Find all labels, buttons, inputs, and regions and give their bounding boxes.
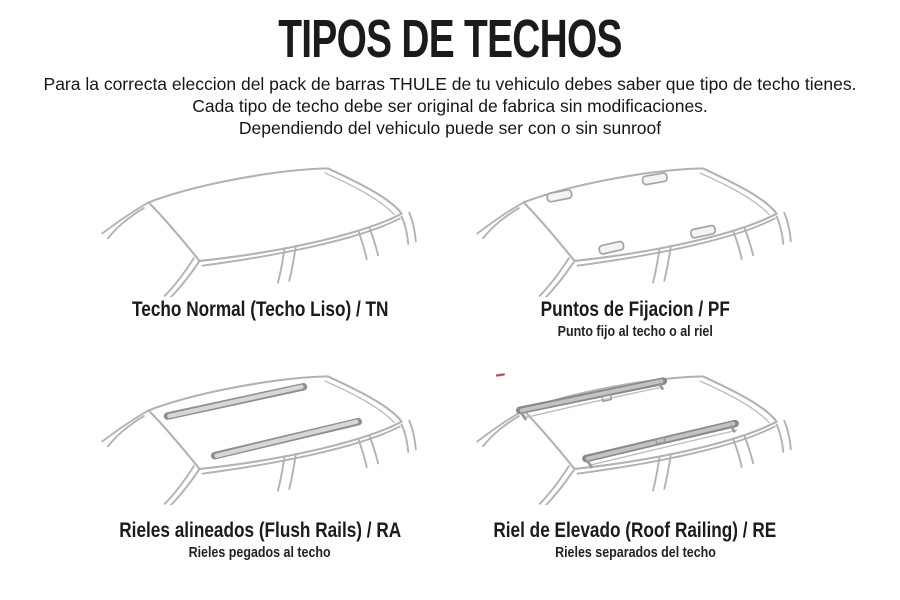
raised-rails-roof-illustration [465, 363, 805, 505]
intro-line-1: Para la correcta eleccion del pack de barras THULE de tu vehiculo debes saber que tipo de techo tienes. [43, 74, 857, 94]
roof-type-sublabel-ra: Rieles pegados al techo [188, 545, 332, 561]
roof-type-sublabel-re: Rieles separados del techo [554, 545, 716, 561]
normal-roof-illustration [90, 155, 430, 297]
roof-type-card-re [430, 363, 840, 562]
intro-line-2: Cada tipo de techo debe ser original de fabrica sin modificaciones. [192, 96, 708, 116]
roof-type-sublabel-pf: Punto fijo al techo o al riel [557, 324, 713, 340]
roof-type-card-tn [55, 155, 465, 322]
page-title: TIPOS DE TECHOS [278, 9, 622, 69]
car-roof-outline [102, 168, 416, 297]
car-roof-outline [477, 376, 791, 505]
red-mark-artifact [497, 375, 504, 376]
intro-line-3: Dependiendo del vehiculo puede ser con o sin sunroof [238, 118, 662, 138]
roof-type-label-re: Riel de Elevado (Roof Railing) / RE [493, 518, 777, 542]
flush-rails-roof-illustration [90, 363, 430, 505]
roof-type-card-pf [430, 155, 840, 341]
roof-type-label-pf: Puntos de Fijacion / PF [540, 297, 730, 321]
roof-type-label-ra: Rieles alineados (Flush Rails) / RA [119, 518, 401, 542]
roof-type-card-ra [55, 363, 465, 562]
car-roof-outline [477, 168, 791, 297]
intro-text [0, 73, 900, 139]
roof-type-label-tn: Techo Normal (Techo Liso) / TN [131, 297, 389, 321]
fixpoint-roof-illustration [465, 155, 805, 297]
